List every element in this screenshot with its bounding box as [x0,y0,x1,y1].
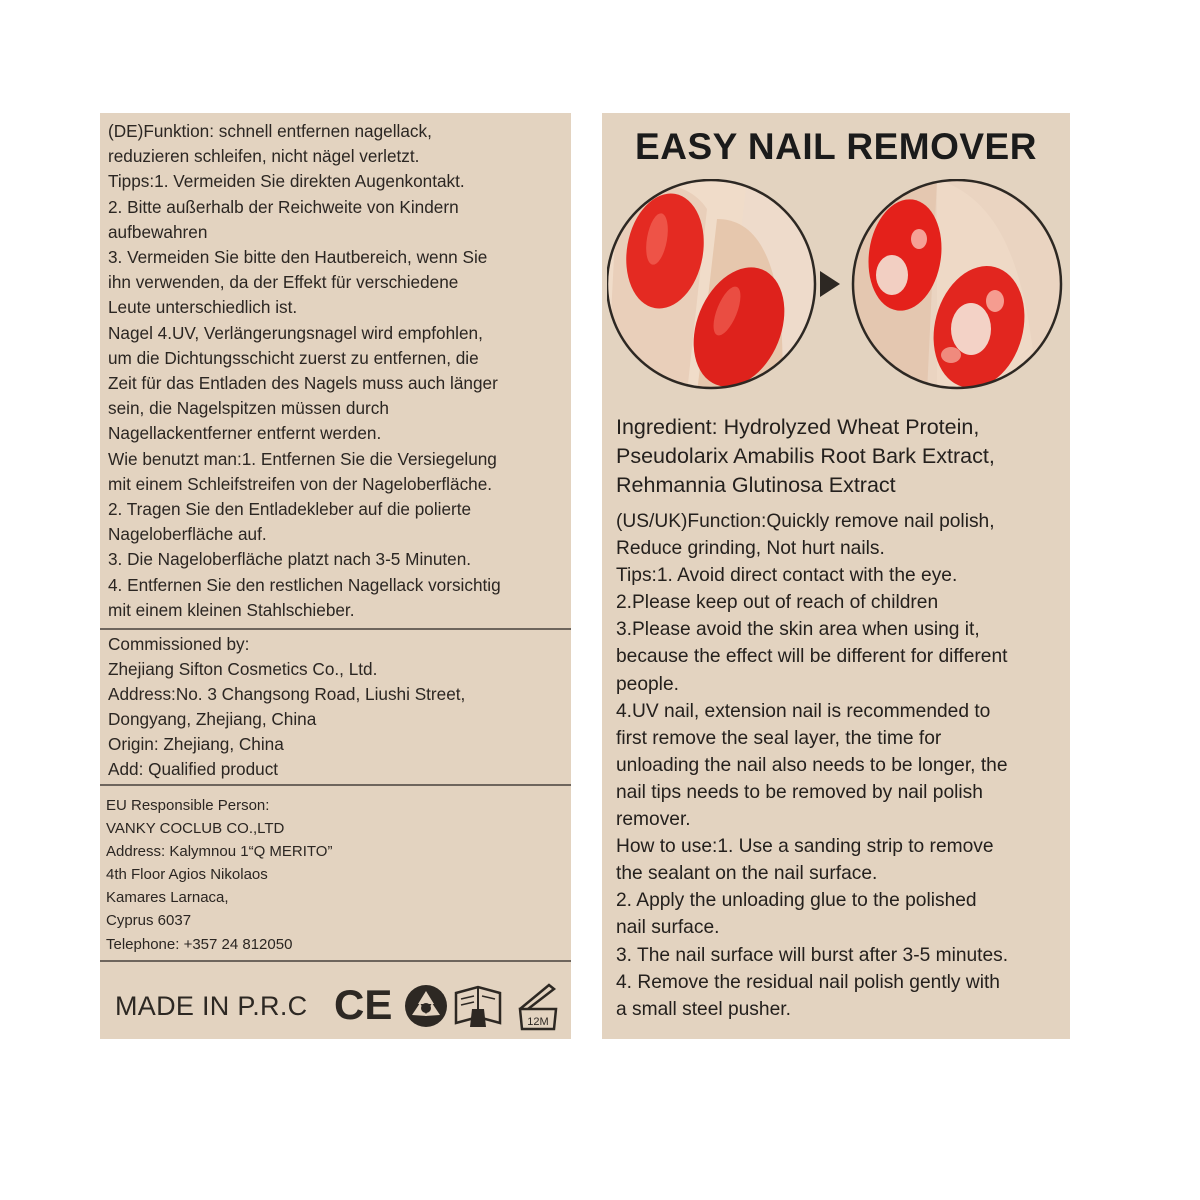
en-line: people. [616,673,679,695]
en-line: the sealant on the nail surface. [616,863,878,885]
eu-line: Kamares Larnaca, [106,889,229,907]
de-line: Nageloberfläche auf. [108,524,267,545]
commissioned-line: Zhejiang Sifton Cosmetics Co., Ltd. [108,659,378,679]
section-divider [100,784,571,786]
en-line: How to use:1. Use a sanding strip to remove [616,836,994,858]
de-line: mit einem kleinen Stahlschieber. [108,599,355,620]
eu-responsible-person-section [106,794,332,956]
de-line: sein, die Nagelspitzen müssen durch [108,398,389,419]
eu-line: Telephone: +357 24 812050 [106,935,293,953]
arrow-right-icon [820,271,840,297]
ingredient-line: Rehmannia Glutinosa Extract [616,473,896,497]
en-line: first remove the seal layer, the time for [616,727,942,749]
en-line: 2. Apply the unloading glue to the polished [616,890,977,912]
en-line: because the effect will be different for different [616,646,1008,668]
ingredient-line: Ingredient: Hydrolyzed Wheat Protein, [616,415,980,439]
de-line: Nagel 4.UV, Verlängerungsnagel wird empfohlen, [108,322,483,343]
en-line: 3.Please avoid the skin area when using it, [616,619,980,641]
de-line: reduzieren schleifen, nicht nägel verletzt. [108,146,420,167]
commissioned-line: Add: Qualified product [108,759,279,779]
ingredients-section [616,413,995,500]
en-line: 2.Please keep out of reach of children [616,592,939,614]
en-line: nail surface. [616,917,720,939]
recycle-icon [405,985,447,1027]
commissioned-line: Address:No. 3 Changsong Road, Liushi Street, [108,684,466,704]
commissioned-line: Dongyang, Zhejiang, China [108,709,317,729]
read-instructions-icon [456,987,500,1027]
de-line: Tipps:1. Vermeiden Sie direkten Augenkontakt. [108,171,465,192]
de-line: ihn verwenden, da der Effekt für verschiedene [108,272,459,293]
en-line: a small steel pusher. [616,998,791,1020]
product-title: EASY NAIL REMOVER [635,126,1037,167]
ce-mark-icon: CE [334,981,393,1028]
de-line: 2. Tragen Sie den Entladekleber auf die polierte [108,499,472,520]
en-line: 4. Remove the residual nail polish gently with [616,971,1000,993]
de-line: Nagellackentferner entfernt werden. [108,423,382,444]
de-line: 3. Vermeiden Sie bitte den Hautbereich, wenn Sie [108,247,488,268]
commissioned-line: Origin: Zhejiang, China [108,734,284,754]
commissioned-line: Commissioned by: [108,634,250,654]
de-line: mit einem Schleifstreifen von der Nageloberfläche. [108,473,493,494]
german-label-panel [100,113,571,1039]
section-divider [100,628,571,630]
de-line: 2. Bitte außerhalb der Reichweite von Kindern [108,196,459,217]
en-line: 3. The nail surface will burst after 3-5 minutes. [616,944,1009,966]
de-line: um die Dichtungsschicht zuerst zu entfernen, die [108,347,479,368]
de-line: aufbewahren [108,221,208,242]
eu-line: VANKY COCLUB CO.,LTD [106,820,285,838]
english-label-panel [602,113,1070,1039]
de-line: 4. Entfernen Sie den restlichen Nagellack vorsichtig [108,574,501,595]
de-line: (DE)Funktion: schnell entfernen nagellack, [108,121,432,141]
de-line: Leute unterschiedlich ist. [108,297,298,318]
de-line: Wie benutzt man:1. Entfernen Sie die Versiegelung [108,448,497,469]
section-divider [100,960,571,962]
ingredient-line: Pseudolarix Amabilis Root Bark Extract, [616,444,995,468]
de-line: 3. Die Nageloberfläche platzt nach 3-5 Minuten. [108,549,472,570]
en-line: unloading the nail also needs to be longer, the [616,754,1008,776]
eu-line: Address: Kalymnou 1“Q MERITO” [106,843,333,861]
pao-label: 12M [527,1016,549,1028]
en-line: Tips:1. Avoid direct contact with the eye. [616,565,958,587]
de-line: Zeit für das Entladen des Nagels muss auch länger [108,373,498,394]
english-instructions [616,508,1008,1023]
en-line: (US/UK)Function:Quickly remove nail polish, [616,511,995,532]
german-instructions [108,119,501,623]
made-in-label: MADE IN P.R.C [115,991,308,1021]
en-line: 4.UV nail, extension nail is recommended to [616,700,991,722]
en-line: Reduce grinding, Not hurt nails. [616,538,885,560]
certification-symbols [334,979,564,1031]
eu-line: Cyprus 6037 [106,912,192,930]
pao-jar-icon [520,985,556,1029]
before-after-photos [607,179,1065,393]
eu-line: EU Responsible Person: [106,797,270,814]
commissioned-by-section [108,632,465,782]
eu-line: 4th Floor Agios Nikolaos [106,866,268,884]
en-line: nail tips needs to be removed by nail polish [616,781,983,803]
en-line: remover. [616,809,691,831]
